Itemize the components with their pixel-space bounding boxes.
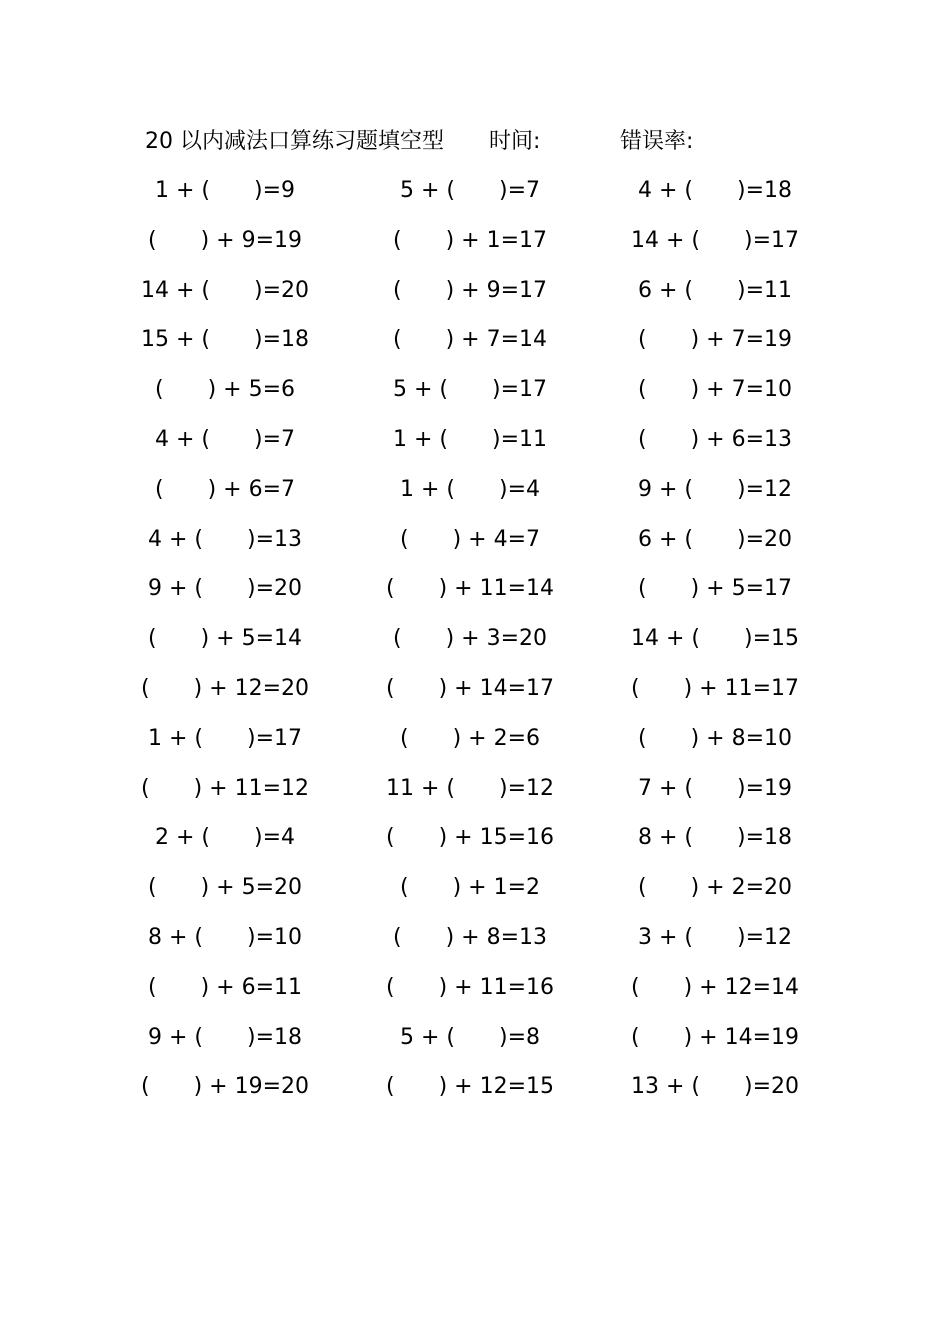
problem-item: ( ) + 5=20 — [147, 875, 302, 901]
problem-row — [0, 1062, 950, 1112]
problem-item: ( ) + 19=20 — [140, 1074, 309, 1100]
problem-item: 13 + ( )=20 — [630, 1074, 799, 1100]
problem-item: ( ) + 6=11 — [147, 974, 302, 1000]
problem-item: 5 + ( )=17 — [392, 377, 547, 403]
problem-row — [0, 515, 950, 565]
problem-item: ( ) + 12=14 — [630, 974, 799, 1000]
problem-item: ( ) + 3=20 — [392, 626, 547, 652]
time-label: 时间: — [489, 129, 541, 154]
problem-item: 1 + ( )=17 — [147, 725, 302, 751]
problem-row — [0, 764, 950, 814]
problem-row — [0, 166, 950, 216]
problem-item: 8 + ( )=18 — [637, 825, 792, 851]
problem-item: 4 + ( )=18 — [637, 178, 792, 203]
problem-item: 8 + ( )=10 — [147, 924, 302, 950]
problem-row — [0, 863, 950, 913]
problem-item: 2 + ( )=4 — [154, 825, 295, 851]
problem-item: ( ) + 1=17 — [392, 227, 547, 253]
problem-item: 5 + ( )=8 — [399, 1024, 540, 1050]
problem-item: 11 + ( )=12 — [385, 775, 554, 801]
problem-item: ( ) + 14=17 — [385, 675, 554, 701]
problem-item: 1 + ( )=9 — [154, 178, 295, 203]
problem-item: ( ) + 11=16 — [385, 974, 554, 1000]
problem-item: ( ) + 7=19 — [637, 327, 792, 353]
problem-item: ( ) + 5=6 — [154, 377, 295, 403]
problem-row — [0, 664, 950, 714]
problem-row — [0, 315, 950, 365]
worksheet-title: 20 以内减法口算练习题填空型 — [145, 129, 444, 154]
problem-item: 6 + ( )=11 — [637, 277, 792, 303]
problem-item: ( ) + 14=19 — [630, 1024, 799, 1050]
problem-item: ( ) + 12=20 — [140, 675, 309, 701]
problem-item: ( ) + 9=19 — [147, 227, 302, 253]
problem-item: ( ) + 7=14 — [392, 327, 547, 353]
problem-item: 1 + ( )=11 — [392, 426, 547, 452]
problem-item: ( ) + 1=2 — [399, 875, 540, 901]
problem-item: ( ) + 6=7 — [154, 476, 295, 502]
problem-row — [0, 714, 950, 764]
problem-item: ( ) + 5=14 — [147, 626, 302, 652]
problem-item: 14 + ( )=20 — [140, 277, 309, 303]
worksheet-header — [0, 122, 950, 162]
problem-item: 9 + ( )=20 — [147, 576, 302, 602]
problem-item: ( ) + 8=13 — [392, 924, 547, 950]
problem-item: ( ) + 4=7 — [399, 526, 540, 552]
problem-item: ( ) + 15=16 — [385, 825, 554, 851]
problem-row — [0, 465, 950, 515]
problem-row — [0, 266, 950, 316]
problem-item: ( ) + 11=12 — [140, 775, 309, 801]
problem-item: 5 + ( )=7 — [399, 178, 540, 203]
problem-row — [0, 564, 950, 614]
problem-item: ( ) + 5=17 — [637, 576, 792, 602]
problem-row — [0, 913, 950, 963]
problem-item: ( ) + 11=17 — [630, 675, 799, 701]
problem-item: ( ) + 8=10 — [637, 725, 792, 751]
problem-item: ( ) + 6=13 — [637, 426, 792, 452]
problem-item: 4 + ( )=7 — [154, 426, 295, 452]
problem-row — [0, 415, 950, 465]
problem-item: 3 + ( )=12 — [637, 924, 792, 950]
problem-item: 15 + ( )=18 — [140, 327, 309, 353]
problem-row — [0, 1013, 950, 1063]
problem-row — [0, 216, 950, 266]
problem-row — [0, 614, 950, 664]
problem-item: ( ) + 11=14 — [385, 576, 554, 602]
problem-row — [0, 963, 950, 1013]
problem-item: 14 + ( )=17 — [630, 227, 799, 253]
problem-grid — [0, 166, 950, 1112]
problem-item: 7 + ( )=19 — [637, 775, 792, 801]
problem-item: 4 + ( )=13 — [147, 526, 302, 552]
problem-row — [0, 365, 950, 415]
error-rate-label: 错误率: — [620, 129, 694, 154]
problem-item: 14 + ( )=15 — [630, 626, 799, 652]
problem-row — [0, 813, 950, 863]
problem-item: ( ) + 9=17 — [392, 277, 547, 303]
problem-item: ( ) + 12=15 — [385, 1074, 554, 1100]
problem-item: ( ) + 7=10 — [637, 377, 792, 403]
problem-item: 9 + ( )=12 — [637, 476, 792, 502]
problem-item: ( ) + 2=20 — [637, 875, 792, 901]
problem-item: 9 + ( )=18 — [147, 1024, 302, 1050]
problem-item: ( ) + 2=6 — [399, 725, 540, 751]
problem-item: 6 + ( )=20 — [637, 526, 792, 552]
problem-item: 1 + ( )=4 — [399, 476, 540, 502]
